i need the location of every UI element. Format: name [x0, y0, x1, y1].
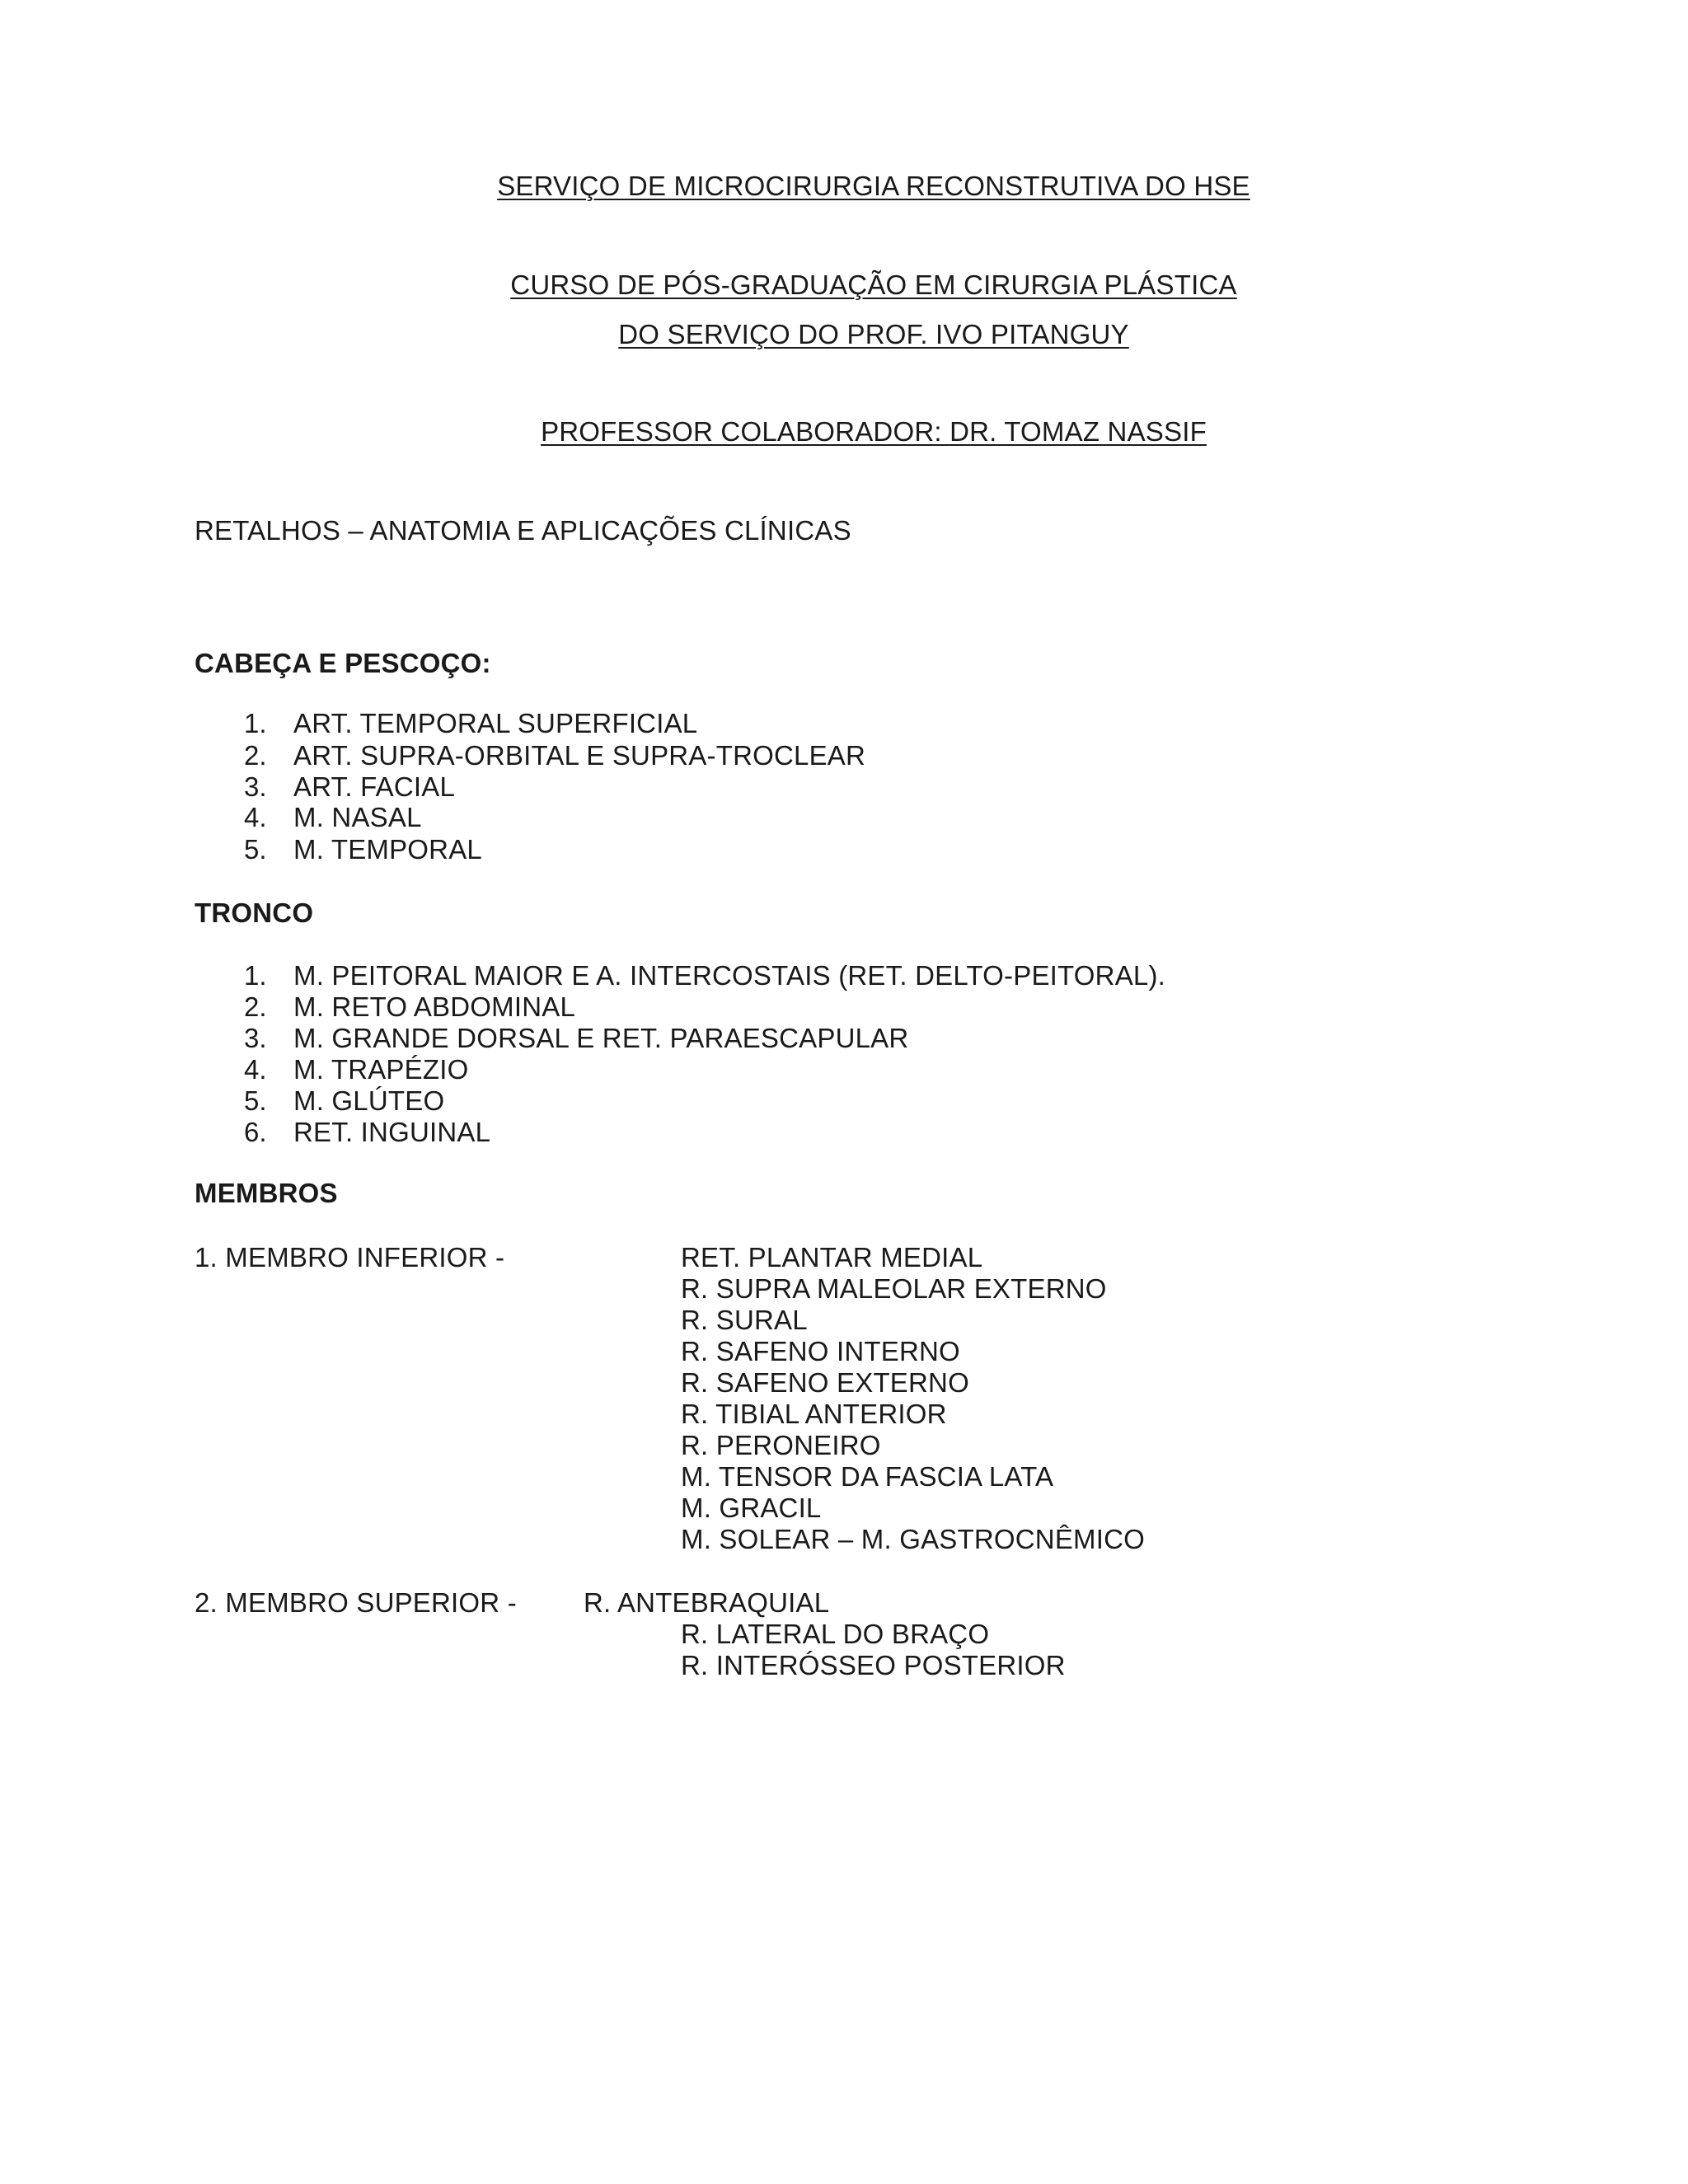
list-item: ART. FACIAL	[293, 771, 455, 802]
list-item: M. GRACIL	[681, 1493, 822, 1523]
document-subject: RETALHOS – ANATOMIA E APLICAÇÕES CLÍNICAS	[195, 515, 851, 546]
list-item: M. GLÚTEO	[293, 1085, 445, 1116]
list-item: ART. TEMPORAL SUPERFICIAL	[293, 708, 698, 738]
list-item: R. SAFENO EXTERNO	[681, 1367, 969, 1398]
list-item: R. ANTEBRAQUIAL	[584, 1587, 830, 1618]
list-item: M. GRANDE DORSAL E RET. PARAESCAPULAR	[293, 1023, 909, 1053]
list-item-number: 5.	[244, 834, 267, 865]
list-item-number: 6.	[244, 1117, 267, 1147]
lower-limb-label: 1. MEMBRO INFERIOR -	[195, 1242, 505, 1272]
list-item: M. TENSOR DA FASCIA LATA	[681, 1461, 1054, 1492]
list-item-number: 3.	[244, 1023, 267, 1053]
list-item: M. RETO ABDOMINAL	[293, 991, 576, 1022]
list-item: R. SURAL	[681, 1305, 808, 1335]
section-title-trunk: TRONCO	[195, 898, 314, 928]
list-item-number: 2.	[244, 740, 267, 771]
section-title-head-neck: CABEÇA E PESCOÇO:	[195, 648, 491, 678]
header-line-collaborator: PROFESSOR COLABORADOR: DR. TOMAZ NASSIF	[541, 416, 1207, 447]
list-item: ART. SUPRA-ORBITAL E SUPRA-TROCLEAR	[293, 740, 866, 771]
list-item-number: 3.	[244, 771, 267, 802]
list-item: M. TRAPÉZIO	[293, 1054, 469, 1085]
list-item: M. PEITORAL MAIOR E A. INTERCOSTAIS (RET. DELTO-PEITORAL).	[293, 960, 1166, 991]
header-line-professor-service: DO SERVIÇO DO PROF. IVO PITANGUY	[618, 319, 1129, 349]
list-item: RET. PLANTAR MEDIAL	[681, 1242, 983, 1272]
list-item-number: 5.	[244, 1085, 267, 1116]
list-item: M. NASAL	[293, 802, 422, 832]
upper-limb-label: 2. MEMBRO SUPERIOR -	[195, 1587, 517, 1618]
list-item: R. PERONEIRO	[681, 1430, 881, 1460]
list-item-number: 1.	[244, 960, 267, 991]
list-item-number: 4.	[244, 1054, 267, 1085]
list-item: R. SUPRA MALEOLAR EXTERNO	[681, 1273, 1107, 1304]
list-item-number: 1.	[244, 708, 267, 738]
list-item: R. TIBIAL ANTERIOR	[681, 1399, 947, 1429]
header-line-service: SERVIÇO DE MICROCIRURGIA RECONSTRUTIVA DO HSE	[497, 171, 1250, 201]
list-item: M. TEMPORAL	[293, 834, 482, 865]
list-item: RET. INGUINAL	[293, 1117, 491, 1147]
list-item-number: 2.	[244, 991, 267, 1022]
list-item-number: 4.	[244, 802, 267, 832]
section-title-limbs: MEMBROS	[195, 1178, 338, 1208]
list-item: R. LATERAL DO BRAÇO	[681, 1619, 990, 1649]
list-item: M. SOLEAR – M. GASTROCNÊMICO	[681, 1524, 1146, 1554]
list-item: R. INTERÓSSEO POSTERIOR	[681, 1650, 1066, 1680]
header-line-course: CURSO DE PÓS-GRADUAÇÃO EM CIRURGIA PLÁSTICA	[510, 269, 1237, 300]
list-item: R. SAFENO INTERNO	[681, 1336, 960, 1366]
